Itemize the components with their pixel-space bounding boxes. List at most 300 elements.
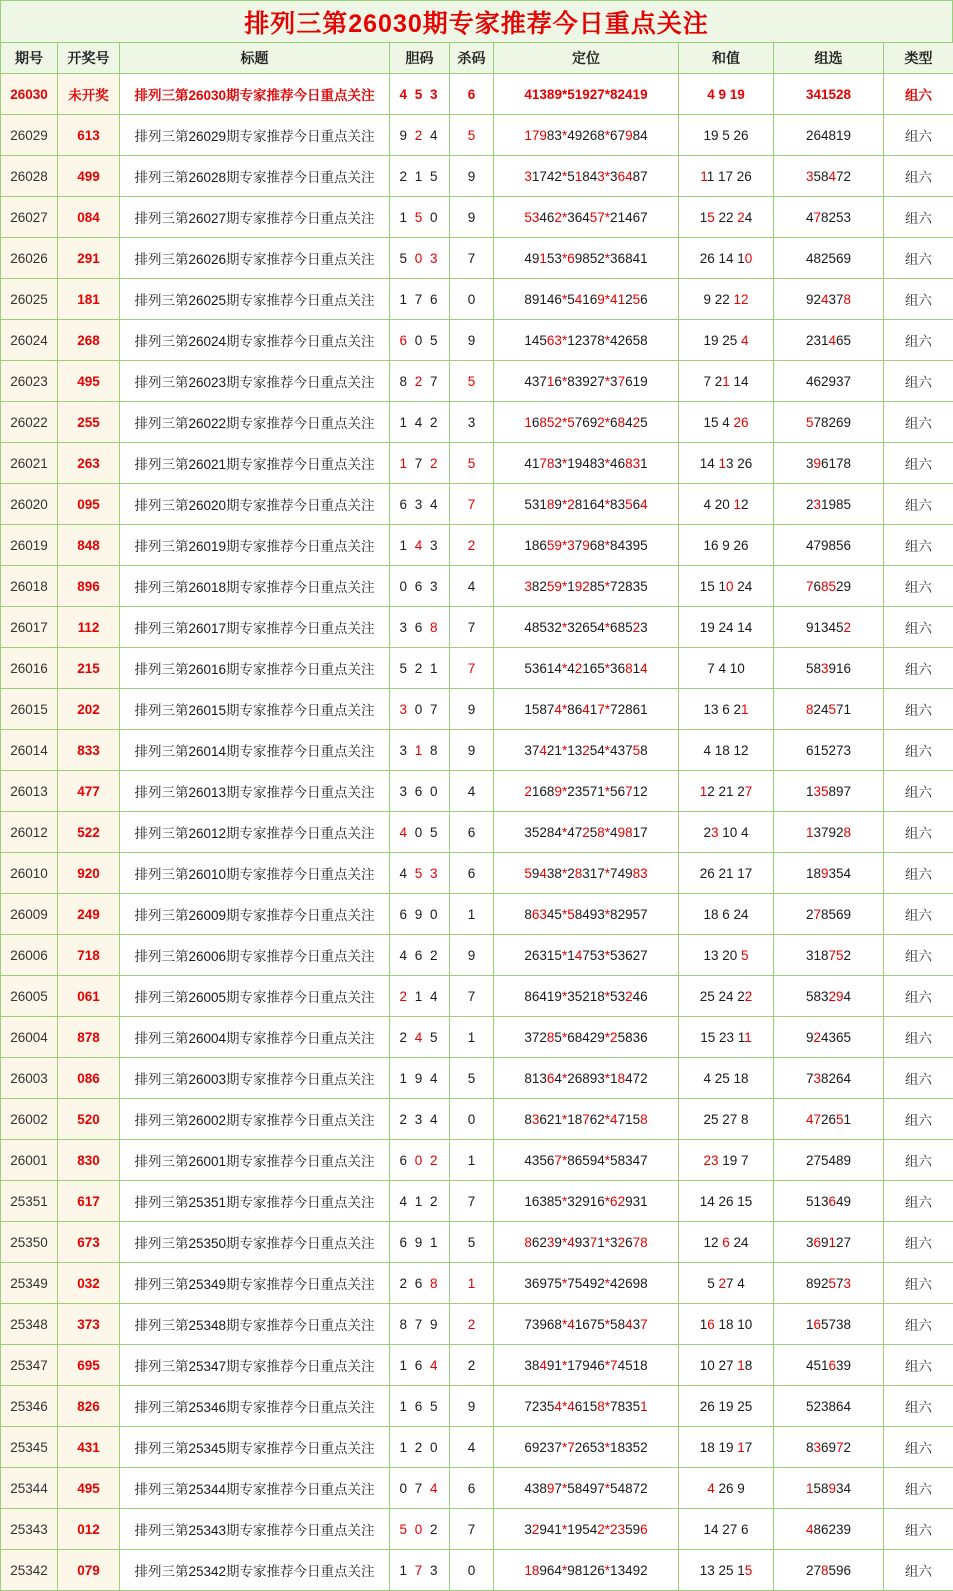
cell-hezhi: 9 22 12 (679, 279, 774, 320)
cell-zuxuan: 275489 (774, 1140, 884, 1181)
cell-zuxuan: 478253 (774, 197, 884, 238)
cell-kaijianghao: 未开奖 (58, 74, 120, 115)
cell-danma: 2 6 8 (390, 1263, 450, 1304)
cell-hezhi: 7 4 10 (679, 648, 774, 689)
cell-shama: 5 (450, 115, 494, 156)
cell-shama: 7 (450, 976, 494, 1017)
cell-kaijianghao: 830 (58, 1140, 120, 1181)
cell-dingwei: 17983*49268*67984 (494, 115, 679, 156)
cell-kaijianghao: 477 (58, 771, 120, 812)
cell-danma: 5 0 2 (390, 1509, 450, 1550)
cell-danma: 1 6 5 (390, 1386, 450, 1427)
table-row[interactable] (1, 484, 953, 525)
cell-title[interactable]: 排列三第26029期专家推荐今日重点关注 (120, 115, 390, 156)
cell-dingwei: 43567*86594*58347 (494, 1140, 679, 1181)
cell-zuxuan: 472651 (774, 1099, 884, 1140)
table-row[interactable] (1, 1468, 953, 1509)
cell-hezhi: 11 17 26 (679, 156, 774, 197)
cell-qihao: 25351 (1, 1181, 58, 1222)
cell-zuxuan: 451639 (774, 1345, 884, 1386)
cell-title[interactable]: 排列三第26021期专家推荐今日重点关注 (120, 443, 390, 484)
cell-title[interactable]: 排列三第26017期专家推荐今日重点关注 (120, 607, 390, 648)
cell-danma: 6 3 4 (390, 484, 450, 525)
cell-zuxuan: 369127 (774, 1222, 884, 1263)
cell-qihao: 26018 (1, 566, 58, 607)
table-row[interactable] (1, 689, 953, 730)
cell-shama: 5 (450, 361, 494, 402)
cell-shama: 7 (450, 607, 494, 648)
cell-kaijianghao: 291 (58, 238, 120, 279)
cell-leixing: 组六 (884, 1058, 953, 1099)
cell-leixing: 组六 (884, 525, 953, 566)
cell-title[interactable]: 排列三第26018期专家推荐今日重点关注 (120, 566, 390, 607)
cell-title[interactable]: 排列三第25342期专家推荐今日重点关注 (120, 1550, 390, 1591)
table-row[interactable] (1, 976, 953, 1017)
cell-shama: 7 (450, 648, 494, 689)
cell-kaijianghao: 826 (58, 1386, 120, 1427)
cell-zuxuan: 523864 (774, 1386, 884, 1427)
table-row[interactable] (1, 402, 953, 443)
cell-qihao: 26024 (1, 320, 58, 361)
table-row[interactable] (1, 1304, 953, 1345)
cell-dingwei: 16852*57692*68425 (494, 402, 679, 443)
cell-hezhi: 13 6 21 (679, 689, 774, 730)
cell-hezhi: 15 22 24 (679, 197, 774, 238)
table-row[interactable] (1, 935, 953, 976)
cell-dingwei: 53614*42165*36814 (494, 648, 679, 689)
cell-hezhi: 14 27 6 (679, 1509, 774, 1550)
cell-title[interactable]: 排列三第26028期专家推荐今日重点关注 (120, 156, 390, 197)
table-row[interactable] (1, 730, 953, 771)
cell-title[interactable]: 排列三第26009期专家推荐今日重点关注 (120, 894, 390, 935)
cell-shama: 9 (450, 1386, 494, 1427)
cell-danma: 3 0 7 (390, 689, 450, 730)
cell-dingwei: 53462*36457*21467 (494, 197, 679, 238)
cell-dingwei: 53189*28164*83564 (494, 484, 679, 525)
cell-shama: 5 (450, 443, 494, 484)
cell-leixing: 组六 (884, 1222, 953, 1263)
cell-qihao: 26027 (1, 197, 58, 238)
cell-dingwei: 38259*19285*72835 (494, 566, 679, 607)
cell-dingwei: 41389*51927*82419 (494, 74, 679, 115)
cell-title[interactable]: 排列三第26002期专家推荐今日重点关注 (120, 1099, 390, 1140)
cell-kaijianghao: 095 (58, 484, 120, 525)
cell-dingwei: 15874*86417*72861 (494, 689, 679, 730)
cell-dingwei: 81364*26893*18472 (494, 1058, 679, 1099)
cell-zuxuan: 486239 (774, 1509, 884, 1550)
cell-zuxuan: 513649 (774, 1181, 884, 1222)
cell-hezhi: 13 25 15 (679, 1550, 774, 1591)
cell-kaijianghao: 495 (58, 1468, 120, 1509)
cell-danma: 4 0 5 (390, 812, 450, 853)
table-row[interactable] (1, 1017, 953, 1058)
table-row[interactable] (1, 1509, 953, 1550)
table-row[interactable] (1, 1222, 953, 1263)
cell-title[interactable]: 排列三第26016期专家推荐今日重点关注 (120, 648, 390, 689)
cell-title[interactable]: 排列三第25347期专家推荐今日重点关注 (120, 1345, 390, 1386)
cell-zuxuan: 278596 (774, 1550, 884, 1591)
cell-title[interactable]: 排列三第25350期专家推荐今日重点关注 (120, 1222, 390, 1263)
cell-zuxuan: 578269 (774, 402, 884, 443)
cell-zuxuan: 341528 (774, 74, 884, 115)
cell-shama: 4 (450, 771, 494, 812)
cell-qihao: 26009 (1, 894, 58, 935)
cell-qihao: 26015 (1, 689, 58, 730)
cell-dingwei: 16385*32916*62931 (494, 1181, 679, 1222)
cell-qihao: 25342 (1, 1550, 58, 1591)
table-row[interactable] (1, 1550, 953, 1591)
cell-title[interactable]: 排列三第26019期专家推荐今日重点关注 (120, 525, 390, 566)
cell-hezhi: 25 24 22 (679, 976, 774, 1017)
table-row[interactable] (1, 566, 953, 607)
cell-hezhi: 26 14 10 (679, 238, 774, 279)
table-body (1, 74, 953, 1591)
cell-hezhi: 26 19 25 (679, 1386, 774, 1427)
cell-kaijianghao: 084 (58, 197, 120, 238)
cell-dingwei: 14563*12378*42658 (494, 320, 679, 361)
table-row[interactable] (1, 1427, 953, 1468)
cell-qihao: 26010 (1, 853, 58, 894)
cell-title[interactable]: 排列三第26022期专家推荐今日重点关注 (120, 402, 390, 443)
cell-kaijianghao: 373 (58, 1304, 120, 1345)
cell-shama: 4 (450, 1427, 494, 1468)
cell-danma: 6 0 5 (390, 320, 450, 361)
table-row[interactable] (1, 894, 953, 935)
cell-zuxuan: 318752 (774, 935, 884, 976)
cell-hezhi: 14 13 26 (679, 443, 774, 484)
cell-title[interactable]: 排列三第25343期专家推荐今日重点关注 (120, 1509, 390, 1550)
cell-dingwei: 69237*72653*18352 (494, 1427, 679, 1468)
cell-dingwei: 37421*13254*43758 (494, 730, 679, 771)
cell-kaijianghao: 617 (58, 1181, 120, 1222)
cell-kaijianghao: 079 (58, 1550, 120, 1591)
cell-qihao: 26004 (1, 1017, 58, 1058)
cell-danma: 3 6 8 (390, 607, 450, 648)
cell-hezhi: 19 25 4 (679, 320, 774, 361)
cell-kaijianghao: 718 (58, 935, 120, 976)
table-row[interactable] (1, 74, 953, 115)
cell-leixing: 组六 (884, 484, 953, 525)
table-row[interactable] (1, 607, 953, 648)
cell-danma: 5 0 3 (390, 238, 450, 279)
cell-leixing: 组六 (884, 894, 953, 935)
cell-leixing: 组六 (884, 279, 953, 320)
cell-zuxuan: 836972 (774, 1427, 884, 1468)
cell-kaijianghao: 495 (58, 361, 120, 402)
cell-danma: 1 9 4 (390, 1058, 450, 1099)
cell-leixing: 组六 (884, 1468, 953, 1509)
cell-danma: 2 1 5 (390, 156, 450, 197)
cell-shama: 6 (450, 1468, 494, 1509)
cell-kaijianghao: 255 (58, 402, 120, 443)
cell-hezhi: 12 6 24 (679, 1222, 774, 1263)
cell-hezhi: 26 21 17 (679, 853, 774, 894)
cell-leixing: 组六 (884, 1140, 953, 1181)
cell-leixing: 组六 (884, 1550, 953, 1591)
column-header-danma: 胆码 (390, 43, 450, 74)
cell-hezhi: 16 9 26 (679, 525, 774, 566)
column-header-dingwei: 定位 (494, 43, 679, 74)
column-header-kaijianghao: 开奖号 (58, 43, 120, 74)
cell-zuxuan: 137928 (774, 812, 884, 853)
table-row[interactable] (1, 197, 953, 238)
table-row[interactable] (1, 238, 953, 279)
cell-danma: 0 7 4 (390, 1468, 450, 1509)
cell-title[interactable]: 排列三第25351期专家推荐今日重点关注 (120, 1181, 390, 1222)
cell-title[interactable]: 排列三第26023期专家推荐今日重点关注 (120, 361, 390, 402)
cell-title[interactable]: 排列三第26015期专家推荐今日重点关注 (120, 689, 390, 730)
table-row[interactable] (1, 320, 953, 361)
table-row[interactable] (1, 812, 953, 853)
cell-dingwei: 26315*14753*53627 (494, 935, 679, 976)
table-row[interactable] (1, 1386, 953, 1427)
cell-zuxuan: 583294 (774, 976, 884, 1017)
cell-kaijianghao: 215 (58, 648, 120, 689)
table-row[interactable] (1, 525, 953, 566)
cell-zuxuan: 189354 (774, 853, 884, 894)
cell-leixing: 组六 (884, 1017, 953, 1058)
cell-qihao: 26026 (1, 238, 58, 279)
cell-dingwei: 38491*17946*74518 (494, 1345, 679, 1386)
cell-kaijianghao: 920 (58, 853, 120, 894)
cell-zuxuan: 738264 (774, 1058, 884, 1099)
cell-shama: 9 (450, 197, 494, 238)
cell-shama: 7 (450, 484, 494, 525)
cell-qihao: 26014 (1, 730, 58, 771)
table-row[interactable] (1, 648, 953, 689)
cell-zuxuan: 583916 (774, 648, 884, 689)
cell-danma: 4 5 3 (390, 74, 450, 115)
cell-title[interactable]: 排列三第26024期专家推荐今日重点关注 (120, 320, 390, 361)
cell-dingwei: 43897*58497*54872 (494, 1468, 679, 1509)
cell-title[interactable]: 排列三第26001期专家推荐今日重点关注 (120, 1140, 390, 1181)
cell-dingwei: 83621*18762*47158 (494, 1099, 679, 1140)
cell-qihao: 26002 (1, 1099, 58, 1140)
cell-dingwei: 18964*98126*13492 (494, 1550, 679, 1591)
cell-hezhi: 15 10 24 (679, 566, 774, 607)
cell-leixing: 组六 (884, 1427, 953, 1468)
cell-shama: 2 (450, 1345, 494, 1386)
cell-qihao: 25344 (1, 1468, 58, 1509)
cell-title[interactable]: 排列三第26013期专家推荐今日重点关注 (120, 771, 390, 812)
cell-title[interactable]: 排列三第26012期专家推荐今日重点关注 (120, 812, 390, 853)
cell-leixing: 组六 (884, 730, 953, 771)
table-row[interactable] (1, 361, 953, 402)
cell-danma: 1 5 0 (390, 197, 450, 238)
table-row[interactable] (1, 1181, 953, 1222)
cell-shama: 5 (450, 1222, 494, 1263)
cell-danma: 1 7 6 (390, 279, 450, 320)
cell-leixing: 组六 (884, 648, 953, 689)
table-row[interactable] (1, 771, 953, 812)
cell-kaijianghao: 112 (58, 607, 120, 648)
cell-hezhi: 19 24 14 (679, 607, 774, 648)
cell-shama: 9 (450, 730, 494, 771)
table-row[interactable] (1, 1345, 953, 1386)
cell-title[interactable]: 排列三第26014期专家推荐今日重点关注 (120, 730, 390, 771)
cell-leixing: 组六 (884, 853, 953, 894)
cell-kaijianghao: 878 (58, 1017, 120, 1058)
cell-leixing: 组六 (884, 238, 953, 279)
cell-leixing: 组六 (884, 812, 953, 853)
cell-hezhi: 23 10 4 (679, 812, 774, 853)
cell-leixing: 组六 (884, 1181, 953, 1222)
cell-leixing: 组六 (884, 74, 953, 115)
cell-qihao: 26022 (1, 402, 58, 443)
cell-leixing: 组六 (884, 1509, 953, 1550)
cell-kaijianghao: 431 (58, 1427, 120, 1468)
cell-danma: 4 6 2 (390, 935, 450, 976)
cell-leixing: 组六 (884, 607, 953, 648)
cell-qihao: 25349 (1, 1263, 58, 1304)
cell-kaijianghao: 061 (58, 976, 120, 1017)
cell-shama: 0 (450, 1099, 494, 1140)
cell-danma: 2 3 4 (390, 1099, 450, 1140)
cell-title[interactable]: 排列三第25344期专家推荐今日重点关注 (120, 1468, 390, 1509)
cell-shama: 1 (450, 1263, 494, 1304)
cell-leixing: 组六 (884, 1386, 953, 1427)
cell-leixing: 组六 (884, 976, 953, 1017)
table-row[interactable] (1, 156, 953, 197)
cell-title[interactable]: 排列三第25345期专家推荐今日重点关注 (120, 1427, 390, 1468)
cell-hezhi: 4 9 19 (679, 74, 774, 115)
cell-qihao: 26023 (1, 361, 58, 402)
cell-danma: 0 6 3 (390, 566, 450, 607)
table-row[interactable] (1, 1140, 953, 1181)
cell-hezhi: 12 21 27 (679, 771, 774, 812)
column-header-leixing: 类型 (884, 43, 953, 74)
cell-title[interactable]: 排列三第26027期专家推荐今日重点关注 (120, 197, 390, 238)
table-header-row (1, 43, 953, 74)
cell-danma: 2 4 5 (390, 1017, 450, 1058)
cell-shama: 7 (450, 1509, 494, 1550)
table-row[interactable] (1, 1099, 953, 1140)
cell-zuxuan: 479856 (774, 525, 884, 566)
cell-dingwei: 36975*75492*42698 (494, 1263, 679, 1304)
cell-title[interactable]: 排列三第26006期专家推荐今日重点关注 (120, 935, 390, 976)
cell-dingwei: 86419*35218*53246 (494, 976, 679, 1017)
cell-hezhi: 16 18 10 (679, 1304, 774, 1345)
cell-leixing: 组六 (884, 689, 953, 730)
cell-danma: 1 4 2 (390, 402, 450, 443)
cell-dingwei: 43716*83927*37619 (494, 361, 679, 402)
cell-shama: 1 (450, 894, 494, 935)
cell-qihao: 26003 (1, 1058, 58, 1099)
cell-dingwei: 18659*37968*84395 (494, 525, 679, 566)
cell-title[interactable]: 排列三第26010期专家推荐今日重点关注 (120, 853, 390, 894)
cell-title[interactable]: 排列三第26005期专家推荐今日重点关注 (120, 976, 390, 1017)
cell-kaijianghao: 673 (58, 1222, 120, 1263)
cell-leixing: 组六 (884, 156, 953, 197)
cell-qihao: 25347 (1, 1345, 58, 1386)
cell-title[interactable]: 排列三第26004期专家推荐今日重点关注 (120, 1017, 390, 1058)
cell-hezhi: 5 27 4 (679, 1263, 774, 1304)
cell-title[interactable]: 排列三第26030期专家推荐今日重点关注 (120, 74, 390, 115)
cell-title[interactable]: 排列三第25349期专家推荐今日重点关注 (120, 1263, 390, 1304)
cell-danma: 5 2 1 (390, 648, 450, 689)
cell-shama: 9 (450, 935, 494, 976)
cell-kaijianghao: 833 (58, 730, 120, 771)
cell-leixing: 组六 (884, 402, 953, 443)
cell-zuxuan: 892573 (774, 1263, 884, 1304)
cell-leixing: 组六 (884, 443, 953, 484)
cell-kaijianghao: 522 (58, 812, 120, 853)
cell-qihao: 25346 (1, 1386, 58, 1427)
cell-dingwei: 86239*49371*32678 (494, 1222, 679, 1263)
cell-title[interactable]: 排列三第26025期专家推荐今日重点关注 (120, 279, 390, 320)
cell-qihao: 26013 (1, 771, 58, 812)
cell-hezhi: 15 4 26 (679, 402, 774, 443)
cell-title[interactable]: 排列三第26003期专家推荐今日重点关注 (120, 1058, 390, 1099)
cell-zuxuan: 924378 (774, 279, 884, 320)
cell-shama: 2 (450, 1304, 494, 1345)
table-row[interactable] (1, 115, 953, 156)
cell-kaijianghao: 848 (58, 525, 120, 566)
cell-leixing: 组六 (884, 1099, 953, 1140)
cell-title[interactable]: 排列三第25346期专家推荐今日重点关注 (120, 1386, 390, 1427)
table-row[interactable] (1, 279, 953, 320)
cell-qihao: 25348 (1, 1304, 58, 1345)
cell-zuxuan: 231985 (774, 484, 884, 525)
cell-dingwei: 31742*51843*36487 (494, 156, 679, 197)
cell-shama: 7 (450, 238, 494, 279)
page-title-bar (0, 0, 953, 42)
table-row[interactable] (1, 853, 953, 894)
cell-danma: 4 5 3 (390, 853, 450, 894)
cell-shama: 5 (450, 1058, 494, 1099)
cell-dingwei: 35284*47258*49817 (494, 812, 679, 853)
cell-title[interactable]: 排列三第26026期专家推荐今日重点关注 (120, 238, 390, 279)
cell-qihao: 25350 (1, 1222, 58, 1263)
cell-hezhi: 4 20 12 (679, 484, 774, 525)
cell-zuxuan: 462937 (774, 361, 884, 402)
cell-hezhi: 15 23 11 (679, 1017, 774, 1058)
cell-title[interactable]: 排列三第26020期专家推荐今日重点关注 (120, 484, 390, 525)
cell-leixing: 组六 (884, 361, 953, 402)
cell-danma: 6 9 1 (390, 1222, 450, 1263)
cell-leixing: 组六 (884, 1345, 953, 1386)
cell-zuxuan: 135897 (774, 771, 884, 812)
cell-shama: 0 (450, 279, 494, 320)
table-row[interactable] (1, 1263, 953, 1304)
cell-dingwei: 37285*68429*25836 (494, 1017, 679, 1058)
page-title: 排列三第26030期专家推荐今日重点关注 (244, 4, 709, 40)
cell-leixing: 组六 (884, 771, 953, 812)
cell-shama: 9 (450, 689, 494, 730)
cell-qihao: 26005 (1, 976, 58, 1017)
cell-danma: 1 4 3 (390, 525, 450, 566)
cell-shama: 1 (450, 1017, 494, 1058)
cell-hezhi: 4 18 12 (679, 730, 774, 771)
cell-qihao: 26019 (1, 525, 58, 566)
cell-shama: 6 (450, 812, 494, 853)
table-row[interactable] (1, 443, 953, 484)
cell-danma: 1 2 0 (390, 1427, 450, 1468)
cell-zuxuan: 396178 (774, 443, 884, 484)
table-row[interactable] (1, 1058, 953, 1099)
cell-hezhi: 4 25 18 (679, 1058, 774, 1099)
cell-leixing: 组六 (884, 935, 953, 976)
cell-danma: 3 1 8 (390, 730, 450, 771)
cell-kaijianghao: 613 (58, 115, 120, 156)
cell-leixing: 组六 (884, 115, 953, 156)
cell-qihao: 25343 (1, 1509, 58, 1550)
cell-title[interactable]: 排列三第25348期专家推荐今日重点关注 (120, 1304, 390, 1345)
cell-qihao: 26006 (1, 935, 58, 976)
cell-hezhi: 10 27 18 (679, 1345, 774, 1386)
cell-kaijianghao: 268 (58, 320, 120, 361)
cell-hezhi: 18 6 24 (679, 894, 774, 935)
